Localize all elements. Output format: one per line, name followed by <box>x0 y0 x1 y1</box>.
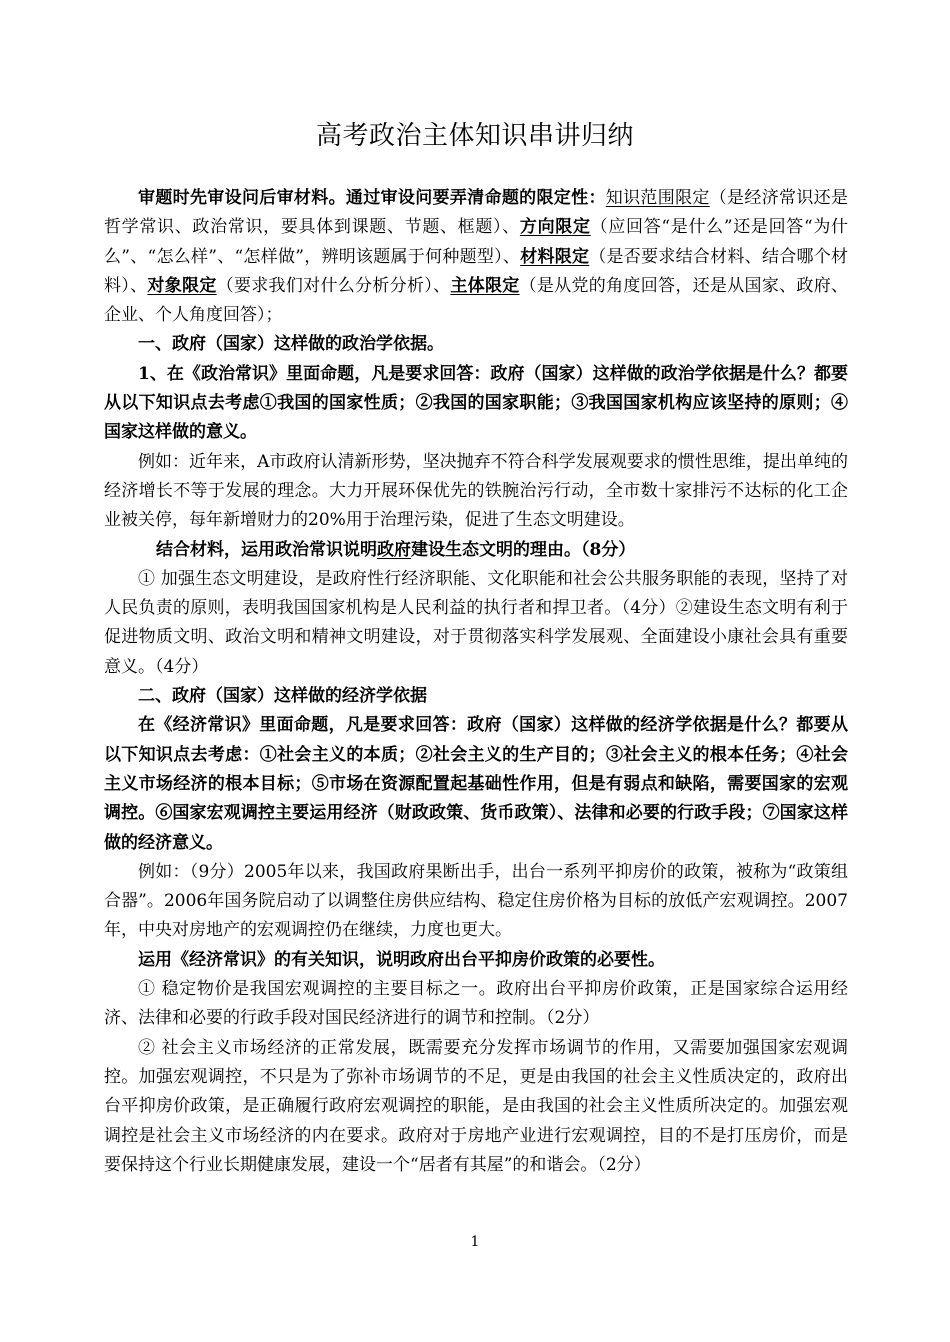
keyword-object: 对象限定 <box>147 275 217 296</box>
section2-rule: 在《经济常识》里面命题，凡是要求回答：政府（国家）这样做的经济学依据是什么？都要从以下知识点去考虑：①社会主义的本质；②社会主义的生产目的；③社会主义的根本任务；④社会主义市场经济的根本目标；⑤市场在资源配置起基础性作用，但是有弱点和缺陷，需要国家的宏观调控。⑥国家宏观调控主要运用经济（财政政策、货币政策）、法律和必要的行政手段；⑦国家这样做的经济意义。 <box>104 715 848 853</box>
intro-text-4: （要求我们对什么分析分析）、 <box>216 275 451 296</box>
section1-example: 例如：近年来，A市政府认清新形势，坚决抛弃不符合科学发展观要求的惯性思维，提出单纯的经济增长不等于发展的理念。大力开展环保优先的铁腕治污行动，全市数十家排污不达标的化工企业被关停，每年新增财力的20%用于治理污染，促进了生态文明建设。 <box>104 451 848 531</box>
intro-paragraph <box>104 184 848 330</box>
section2-question: 运用《经济常识》的有关知识，说明政府出台平抑房价政策的必要性。 <box>138 949 665 970</box>
keyword-material: 材料限定 <box>520 246 590 267</box>
document-title: 高考政治主体知识串讲归纳 <box>315 121 634 151</box>
section1-question <box>104 536 848 565</box>
keyword-subject: 主体限定 <box>450 275 520 296</box>
section1-rule: 1、在《政治常识》里面命题，凡是要求回答：政府（国家）这样做的政治学依据是什么？都要从以下知识点去考虑①我国的国家性质；②我国的国家职能；③我国国家机构应该坚持的原则；④国家这样做的意义。 <box>104 363 848 443</box>
intro-text-1: （是经济常识还是哲学常识、政治常识，要具体到课题、节题、框题）、 <box>104 188 849 238</box>
section1-heading: 一、政府（国家）这样做的政治学依据。 <box>138 334 444 355</box>
section2-answer-1: ① 稳定物价是我国宏观调控的主要目标之一。政府出台平抑房价政策，正是国家综合运用经济、法律和必要的行政手段对国民经济进行的调节和控制。（2分） <box>104 979 848 1029</box>
section1-question-key: 政府 <box>377 539 411 560</box>
section1-question-a: 结合材料，运用政治常识说明 <box>156 539 377 560</box>
document-body <box>104 184 848 1180</box>
page-number: 1 <box>470 1234 480 1250</box>
section2-example: 例如：（9分）2005年以来，我国政府果断出手，出台一系列平抑房价的政策，被称为“政策组合器”。2006年国务院启动了以调整住房供应结构、稳定住房价格为目标的放低产宏观调控。2007年，中央对房地产的宏观调控仍在继续，力度也更大。 <box>104 861 848 941</box>
intro-text-3: （是否要求结合材料、结合哪个材料）、 <box>104 246 849 296</box>
keyword-direction: 方向限定 <box>519 217 591 238</box>
keyword-knowledge-scope: 知识范围限定 <box>605 188 710 208</box>
intro-lead: 审题时先审设问后审材料。通过审设问要弄清命题的限定性： <box>138 188 606 208</box>
section1-question-b: 建设生态文明的理由。（8分） <box>411 539 636 560</box>
section2-heading: 二、政府（国家）这样做的经济学依据 <box>138 686 427 707</box>
section2-answer-2: ② 社会主义市场经济的正常发展，既需要充分发挥市场调节的作用，又需要加强国家宏观调控。加强宏观调控，不只是为了弥补市场调节的不足，更是由我国的社会主义性质决定的，政府出台平抑房价政策，是正确履行政府宏观调控的职能，是由我国的社会主义性质所决定的。加强宏观调控是社会主义市场经济的内在要求。政府对于房地产业进行宏观调控，目的不是打压房价，而是要保持这个行业长期健康发展，建设一个“居者有其屋”的和谐会。（2分） <box>104 1037 848 1175</box>
intro-text-5: （是从党的角度回答，还是从国家、政府、企业、个人角度回答）； <box>104 275 849 326</box>
section1-answer: ① 加强生态文明建设，是政府性行经济职能、文化职能和社会公共服务职能的表现，坚持了对人民负责的原则，表明我国国家机构是人民利益的执行者和捍卫者。（4分）②建设生态文明有利于促进物质文明、政治文明和精神文明建设，对于贯彻落实科学发展观、全面建设小康社会具有重要意义。（4分） <box>104 568 848 677</box>
intro-text-2: （应回答“是什么”还是回答“为什么”、“怎么样”、“怎样做”，辨明该题属于何种题型）、 <box>104 217 849 267</box>
